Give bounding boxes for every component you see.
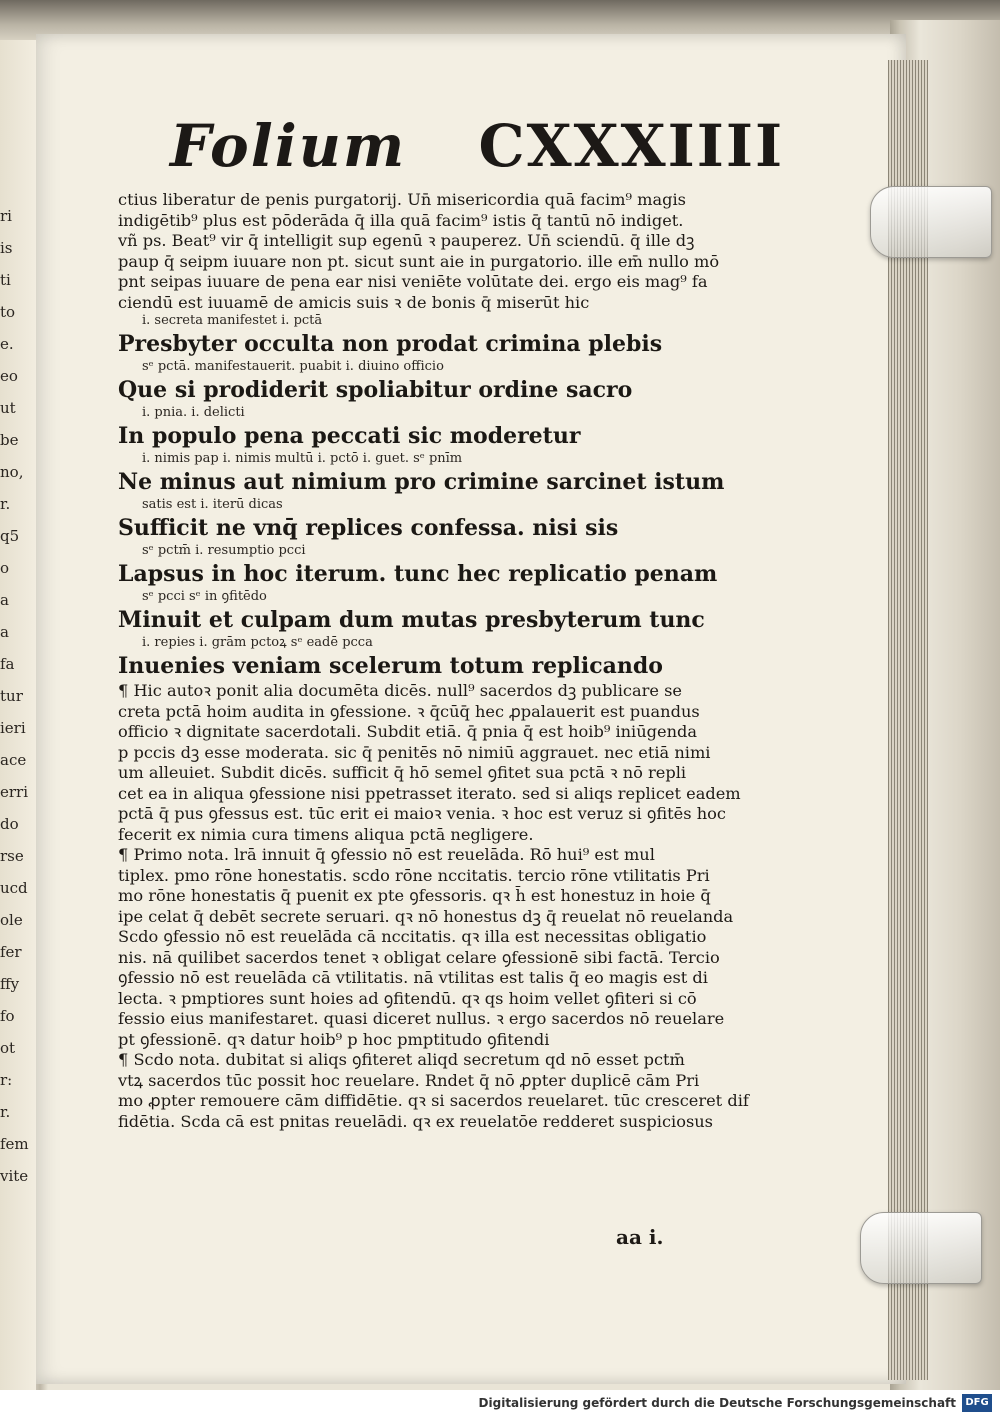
- facing-page-fragment: ot: [0, 1039, 16, 1057]
- facing-page-fragment: r:: [0, 1071, 13, 1089]
- folio-header: [170, 112, 785, 186]
- verse-line: Minuit et culpam dum mutas presbyterum tunc: [118, 607, 705, 633]
- verse-line: Inuenies veniam scelerum totum replicando: [118, 653, 663, 679]
- interlinear-gloss: i. pnia. i. delicti: [142, 405, 245, 420]
- plastic-tab-top: [870, 186, 992, 258]
- facing-page-fragment: ri: [0, 207, 12, 225]
- prose-line: tiplex. pmo rōne honestatis. scdo rōne nccitatis. tercio rōne vtilitatis Pri: [118, 865, 710, 885]
- facing-page-fragment: fer: [0, 943, 22, 961]
- verse-line: In populo pena peccati sic moderetur: [118, 423, 581, 449]
- prose-line: ¶ Scdo nota. dubitat si aliqs ꝯfiteret aliqd secretum qd nō esset pctm̄: [118, 1050, 685, 1069]
- verse-line: Presbyter occulta non prodat crimina plebis: [118, 331, 663, 357]
- prose-line: creta pctā hoim audita in ꝯfessione. ꝛ q̄cūq̄ hec ꝓpalauerit est puandus: [118, 701, 700, 721]
- prose-line: cet ea in aliqua ꝯfessione nisi ppetrasset iterato. sed si aliqs replicet eadem: [118, 783, 741, 803]
- prose-line: vñ ps. Beat⁹ vir q̄ intelligit sup egenū ꝛ pauperez. Un̄ sciendū. q̄ ille dꝫ: [118, 231, 695, 250]
- interlinear-gloss: i. nimis pap i. nimis multū i. pctō i. guet. sᵉ pnīm: [142, 451, 463, 466]
- interlinear-gloss: sᵉ pctā. manifestauerit. puabit i. diuino officio: [142, 359, 444, 374]
- prose-line: fecerit ex nimia cura timens aliqua pctā negligere.: [118, 824, 534, 844]
- facing-page-fragment: fa: [0, 655, 15, 673]
- facing-page-fragment: do: [0, 815, 19, 833]
- text-block: [118, 190, 768, 1132]
- prose-line: mo ꝓpter remouere cām diffidētie. qꝛ si sacerdos reuelaret. tūc cresceret dif: [118, 1091, 749, 1110]
- facing-page-fragment: q5: [0, 527, 20, 545]
- prose-line: paup q̄ seipm iuuare non pt. sicut sunt aie in purgatorio. ille em̄ nullo mō: [118, 251, 720, 271]
- facing-page-fragment: e.: [0, 335, 14, 353]
- facing-page-fragment: is: [0, 239, 13, 257]
- signature-mark: aa i.: [616, 1225, 664, 1249]
- facing-page-fragment: o: [0, 559, 10, 577]
- interlinear-gloss: i. repies i. grām pctoꝝ sᵉ eadē pcca: [142, 635, 373, 650]
- prose-nota-primo: [118, 845, 768, 1050]
- verse-line: Que si prodiderit spoliabitur ordine sacro: [118, 377, 633, 403]
- prose-line: um alleuiet. Subdit dicēs. sufficit q̄ hō semel ꝯfitet sua pctā ꝛ nō repli: [118, 763, 687, 782]
- prose-line: fessio eius manifestaret. quasi diceret nullus. ꝛ ergo sacerdos nō reuelare: [118, 1009, 725, 1028]
- prose-line: fidētia. Scda cā est pnitas reuelādi. qꝛ ex reuelatōe redderet suspiciosus: [118, 1111, 713, 1131]
- facing-page-fragment: ut: [0, 399, 16, 417]
- prose-line: ¶ Hic autoꝛ ponit alia documēta dicēs. null⁹ sacerdos dꝫ publicare se: [118, 681, 682, 700]
- prose-line: lecta. ꝛ pmptiores sunt hoies ad ꝯfitendū. qꝛ qs hoim vellet ꝯfiteri si cō: [118, 988, 697, 1008]
- facing-page-fragment: fem: [0, 1135, 29, 1153]
- facing-page-fragment: be: [0, 431, 19, 449]
- prose-line: indigētib⁹ plus est pōderāda q̄ illa quā facim⁹ istis q̄ tantū nō indiget.: [118, 210, 684, 230]
- prose-top: [118, 190, 768, 313]
- verse-line: Lapsus in hoc iterum. tunc hec replicatio penam: [118, 561, 718, 587]
- dfg-logo-icon: DFG: [962, 1394, 992, 1412]
- folio-numeral: CXXXIIII: [478, 112, 785, 180]
- facing-page-fragment: ieri: [0, 719, 26, 737]
- interlinear-gloss: satis est i. iterū dicas: [142, 497, 283, 512]
- prose-line: mo rōne honestatis q̄ puenit ex pte ꝯfessoris. qꝛ h̄ est honestuz in hoie q̄: [118, 886, 711, 905]
- prose-line: vtꝝ sacerdos tūc possit hoc reuelare. Rndet q̄ nō ꝓpter duplicē cām Pri: [118, 1070, 700, 1090]
- prose-line: pnt seipas iuuare de pena ear nisi veniēte volūtate dei. ergo eis mag⁹ fa: [118, 272, 708, 291]
- interlinear-gloss: i. secreta manifestet i. pctā: [142, 313, 323, 328]
- facing-page-fragment: no,: [0, 463, 24, 481]
- facing-page-fragment: eo: [0, 367, 18, 385]
- facing-page-fragment: a: [0, 591, 9, 609]
- facing-page-fragment: ucd: [0, 879, 28, 897]
- folio-word: Folium: [170, 112, 407, 180]
- interlinear-gloss: sᵉ pctm̄ i. resumptio pcci: [142, 543, 306, 558]
- facing-page-fragment: fo: [0, 1007, 15, 1025]
- facing-page-fragments: [0, 40, 36, 1390]
- facing-page-fragment: to: [0, 303, 16, 321]
- prose-line: pctā q̄ pus ꝯfessus est. tūc erit ei maioꝛ venia. ꝛ hoc est veruz si ꝯfitēs hoc: [118, 804, 726, 823]
- prose-line: pt ꝯfessionē. qꝛ datur hoib⁹ p hoc pmptitudo ꝯfitendi: [118, 1029, 550, 1049]
- prose-line: ctius liberatur de penis purgatorij. Un̄ misericordia quā facim⁹ magis: [118, 190, 686, 209]
- verse-line: Ne minus aut nimium pro crimine sarcinet istum: [118, 469, 725, 495]
- facing-page-fragment: ffy: [0, 975, 20, 993]
- prose-line: p pccis dꝫ esse moderata. sic q̄ penitēs nō nimiū aggrauet. nec etiā nimi: [118, 742, 711, 762]
- prose-commentary: [118, 681, 768, 845]
- facing-page-fragment: r.: [0, 495, 11, 513]
- facing-page-fragment: tur: [0, 687, 23, 705]
- prose-line: officio ꝛ dignitate sacerdotali. Subdit etiā. q̄ pnia q̄ est hoib⁹ iniūgenda: [118, 722, 698, 741]
- prose-line: ¶ Primo nota. lrā innuit q̄ ꝯfessio nō est reuelāda. Rō hui⁹ est mul: [118, 845, 655, 864]
- facing-page-fragment: rse: [0, 847, 24, 865]
- interlinear-gloss: sᵉ pcci sᵉ in ꝯfitēdo: [142, 589, 267, 604]
- plastic-tab-bottom: [860, 1212, 982, 1284]
- footer-bar: [0, 1390, 1000, 1418]
- facing-page-fragment: a: [0, 623, 9, 641]
- prose-line: ciendū est iuuamē de amicis suis ꝛ de bonis q̄ miserūt hic: [118, 292, 590, 312]
- facing-page-fragment: vite: [0, 1167, 29, 1185]
- page-stack-edges: [888, 60, 928, 1380]
- verse-line: Sufficit ne vnq̄ replices confessa. nisi sis: [118, 515, 619, 541]
- facing-page-fragment: erri: [0, 783, 29, 801]
- footer-credit: Digitalisierung gefördert durch die Deutsche Forschungsgemeinschaft: [478, 1396, 956, 1410]
- prose-line: ipe celat q̄ debēt secrete seruari. qꝛ nō honestus dꝫ q̄ reuelat nō reuelanda: [118, 906, 734, 926]
- prose-line: ꝯfessio nō est reuelāda cā vtilitatis. nā vtilitas est talis q̄ eo magis est di: [118, 968, 708, 987]
- prose-line: nis. nā quilibet sacerdos tenet ꝛ obligat celare ꝯfessionē sibi factā. Tercio: [118, 947, 720, 967]
- facing-page-fragment: ole: [0, 911, 23, 929]
- prose-line: Scdo ꝯfessio nō est reuelāda cā nccitatis. qꝛ illa est necessitas obligatio: [118, 927, 707, 946]
- prose-nota-secundo: [118, 1050, 768, 1132]
- facing-page-fragment: ace: [0, 751, 27, 769]
- facing-page-fragment: r.: [0, 1103, 11, 1121]
- facing-page-fragment: ti: [0, 271, 11, 289]
- verse-block: [118, 313, 768, 681]
